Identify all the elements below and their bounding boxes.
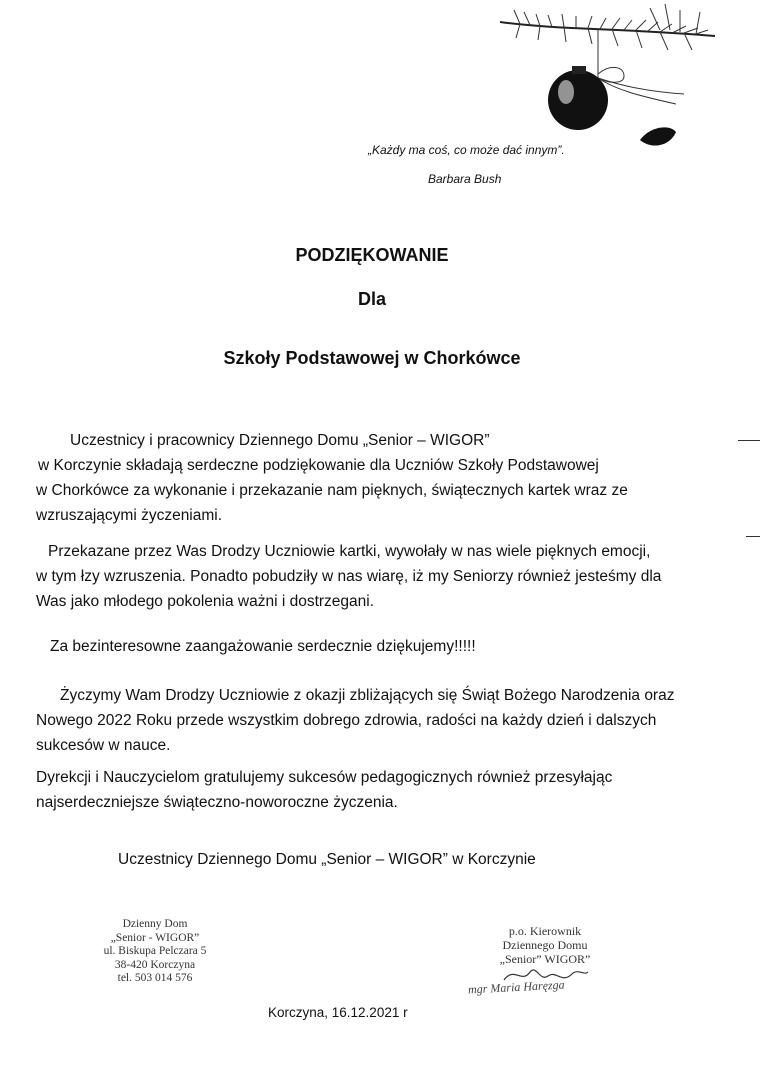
quote-text: „Każdy ma coś, co może dać innym”. — [368, 143, 565, 157]
institution-stamp — [80, 918, 230, 986]
paragraph-gratitude: Za bezinteresowne zaangażowanie serdecznie dziękujemy!!!!! — [50, 638, 476, 655]
paragraph-line: Nowego 2022 Roku przede wszystkim dobrego zdrowia, radości na każdy dzień i dalszych — [36, 712, 657, 729]
document-title: PODZIĘKOWANIE — [295, 245, 449, 265]
sender-signature-line: Uczestnicy Dziennego Domu „Senior – WIGOR” w Korczynie — [118, 851, 536, 868]
stamp-line: tel. 503 014 576 — [117, 972, 193, 984]
paragraph-line: Przekazane przez Was Drodzy Uczniowie kartki, wywołały w nas wiele pięknych emocji, — [48, 543, 651, 560]
paragraph-line: w Chorkówce za wykonanie i przekazanie nam pięknych, świątecznych kartek wraz ze — [36, 482, 628, 499]
recipient-heading: Szkoły Podstawowej w Chorkówce — [223, 348, 521, 368]
paragraph-line: wzruszającymi życzeniami. — [36, 507, 223, 524]
stamp-line: p.o. Kierownik — [508, 924, 582, 938]
manager-stamp — [470, 924, 620, 966]
paragraph-line: Uczestnicy i pracownicy Dziennego Domu „Senior – WIGOR” — [70, 432, 490, 449]
paragraph-line: Was jako młodego pokolenia ważni i dostrzegani. — [36, 593, 375, 610]
document-subtitle: Dla — [357, 289, 386, 309]
stamp-line: „Senior” WIGOR” — [499, 952, 591, 966]
stamp-line: Dzienny Dom — [122, 918, 188, 930]
paragraph-line: w Korczynie składają serdeczne podziękowanie dla Uczniów Szkoły Podstawowej — [38, 457, 599, 474]
paragraph-line: Dyrekcji i Nauczycielom gratulujemy sukcesów pedagogicznych również przesyłając — [36, 769, 613, 786]
stamp-line: ul. Biskupa Pelczara 5 — [103, 945, 207, 957]
stamp-line: 38-420 Korczyna — [114, 958, 196, 971]
signatory-name: mgr Maria Haręzga — [467, 977, 565, 997]
quote-author: Barbara Bush — [428, 172, 502, 186]
christmas-ornament-icon — [500, 0, 730, 160]
paragraph-line: sukcesów w nauce. — [36, 737, 171, 754]
paragraph-line: w tym łzy wzruszenia. Ponadto pobudziły w nas wiarę, iż my Seniorzy również jesteśmy dla — [36, 568, 662, 585]
stamp-line: „Senior - WIGOR” — [110, 931, 200, 944]
scan-edge-mark — [738, 440, 760, 441]
stamp-line: Dziennego Domu — [502, 938, 588, 952]
paragraph-line: Życzymy Wam Drodzy Uczniowie z okazji zbliżających się Świąt Bożego Narodzenia oraz — [60, 687, 675, 704]
paragraph-line: najserdeczniejsze świąteczno-noworoczne życzenia. — [36, 794, 398, 811]
place-and-date: Korczyna, 16.12.2021 r — [268, 1005, 408, 1020]
scan-edge-mark — [746, 536, 760, 537]
